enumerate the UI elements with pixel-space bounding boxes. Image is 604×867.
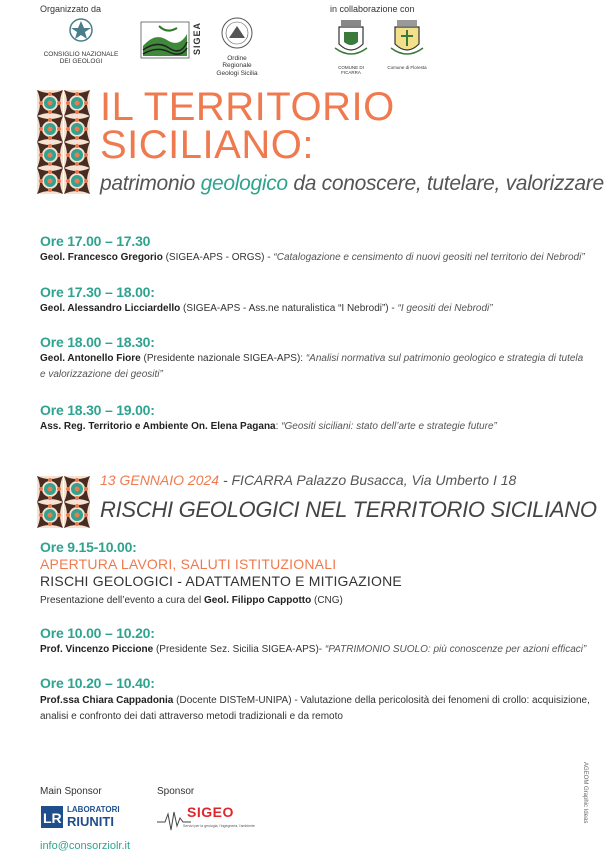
speaker-role: (SIGEA-APS - Ass.ne naturalistica “I Nebrodi”) -: [180, 303, 398, 314]
emblem-icon: [40, 18, 122, 46]
slot-time: Ore 10.20 – 10.40:: [40, 675, 155, 691]
speaker-role: :: [275, 421, 282, 432]
comune1-label: COMUNE DI FICARRA: [338, 65, 364, 76]
speaker-name: Geol. Antonello Fiore: [40, 353, 141, 364]
talk-topic: “Geositi siciliani: stato dell’arte e strategie future”: [281, 421, 497, 432]
cng-line1: CONSIGLIO NAZIONALE: [43, 51, 119, 58]
slot-time: Ore 17.00 – 17.30: [40, 233, 151, 249]
majolica-tile-icon: [37, 90, 91, 194]
majolica-tile-icon: [37, 476, 91, 528]
day2-date-line: [100, 472, 516, 488]
day2-title: RISCHI GEOLOGICI NEL TERRITORIO SICILIANO: [100, 497, 597, 522]
sigeo-name: SIGEO: [187, 804, 234, 820]
speaker-name: Prof. Vincenzo Piccione: [40, 644, 154, 655]
slot-description: [40, 643, 586, 657]
presentation-pre: Presentazione dell’evento a cura del: [40, 595, 204, 606]
laboratori-riuniti-logo: [40, 804, 120, 830]
cng-logo: [40, 18, 122, 66]
slot-description: [40, 302, 493, 316]
main-sponsor-label: Main Sponsor: [40, 786, 102, 797]
lr-line1: LABORATORI: [67, 805, 120, 814]
slot-time: Ore 18.00 – 18.30:: [40, 334, 155, 350]
subtitle: [100, 172, 604, 196]
subtitle-post: da conoscere, tutelare, valorizzare: [287, 172, 604, 195]
organized-by-label: Organizzato da: [40, 4, 102, 14]
orgs-seal-icon: [212, 16, 262, 50]
slot-time: Ore 17.30 – 18.00:: [40, 284, 155, 300]
slot-description: [40, 420, 497, 434]
slot-description-cont: [40, 368, 163, 382]
slot-description: [40, 694, 590, 708]
collab-label: in collaborazione con: [330, 4, 415, 14]
sigea-text: SIGEA: [192, 22, 202, 56]
day2-date: 13 GENNAIO 2024: [100, 472, 220, 488]
contact-email[interactable]: info@consorziolr.it: [40, 840, 131, 852]
slot-description: [40, 352, 583, 366]
title-line2: SICILIANO:: [100, 123, 314, 167]
talk-topic-cont: e valorizzazione dei geositi”: [40, 369, 163, 380]
coat-of-arms-icon: [330, 18, 372, 60]
presentation-line: [40, 594, 343, 608]
orgs-line1: Ordine Regionale: [222, 55, 252, 70]
speaker-role: (Docente DISTeM-UNIPA) - Valutazione della pericolosità dei fenomeni di crollo: acquisizione,: [173, 695, 590, 706]
comune-floresta-logo: [386, 18, 428, 70]
sigeo-logo: [157, 802, 255, 836]
seismograph-icon: [157, 808, 191, 834]
slot-description: [40, 251, 585, 265]
presentation-post: (CNG): [311, 595, 343, 606]
cng-line2: DEI GEOLOGI: [59, 58, 103, 66]
lr-mark-icon: [40, 805, 64, 829]
talk-topic: “Catalogazione e censimento di nuovi geositi nel territorio dei Nebrodi”: [273, 252, 585, 263]
talk-topic: “PATRIMONIO SUOLO: più conoscenze per azioni efficaci”: [324, 644, 587, 655]
subtitle-pre: patrimonio: [100, 172, 201, 195]
subtitle-highlight: geologico: [200, 172, 288, 195]
talk-topic: “I geositi dei Nebrodi”: [397, 303, 493, 314]
speaker-name: Geol. Filippo Cappotto: [204, 595, 312, 606]
comune-ficarra-logo: [330, 18, 372, 75]
coat-of-arms-icon: [386, 18, 428, 60]
orgs-line2: Geologi Sicilia: [216, 69, 258, 77]
title-line1: IL TERRITORIO: [100, 85, 395, 129]
sigea-logo: [139, 20, 203, 60]
orgs-logo: [212, 16, 262, 77]
speaker-role: (SIGEA-APS - ORGS) -: [162, 252, 274, 263]
opening-label: APERTURA LAVORI, SALUTI ISTITUZIONALI: [40, 556, 337, 572]
talk-topic: “Analisi normativa sul patrimonio geologico e strategia di tutela: [305, 353, 584, 364]
svg-text:LR: LR: [43, 810, 62, 826]
graphic-credit: AGEOM Graphic Ideas: [582, 762, 588, 824]
speaker-name: Ass. Reg. Territorio e Ambiente On. Elena Pagana: [40, 421, 276, 432]
slot-time: Ore 10.00 – 10.20:: [40, 625, 155, 641]
day2-place: - FICARRA Palazzo Busacca, Via Umberto I 18: [219, 472, 517, 488]
slot-time: Ore 18.30 – 19.00:: [40, 402, 155, 418]
theme-label: RISCHI GEOLOGICI - ADATTAMENTO E MITIGAZIONE: [40, 573, 402, 589]
speaker-role: (Presidente nazionale SIGEA-APS):: [140, 353, 306, 364]
speaker-name: Prof.ssa Chiara Cappadonia: [40, 695, 174, 706]
sigeo-sub: Servizi per la geologia, l'ingegneria, l'ambiente: [183, 824, 255, 828]
speaker-name: Geol. Francesco Gregorio: [40, 252, 163, 263]
comune2-label: Comune di Floresta: [387, 65, 427, 70]
slot-time: Ore 9.15-10.00:: [40, 539, 137, 555]
lr-line2: RIUNITI: [67, 814, 114, 829]
speaker-name: Geol. Alessandro Licciardello: [40, 303, 181, 314]
speaker-role: (Presidente Sez. Sicilia SIGEA-APS)-: [153, 644, 325, 655]
sponsor-label: Sponsor: [157, 786, 195, 797]
slot-description-cont: analisi e confronto dei dati attraverso metodi tradizionali e da remoto: [40, 711, 343, 722]
